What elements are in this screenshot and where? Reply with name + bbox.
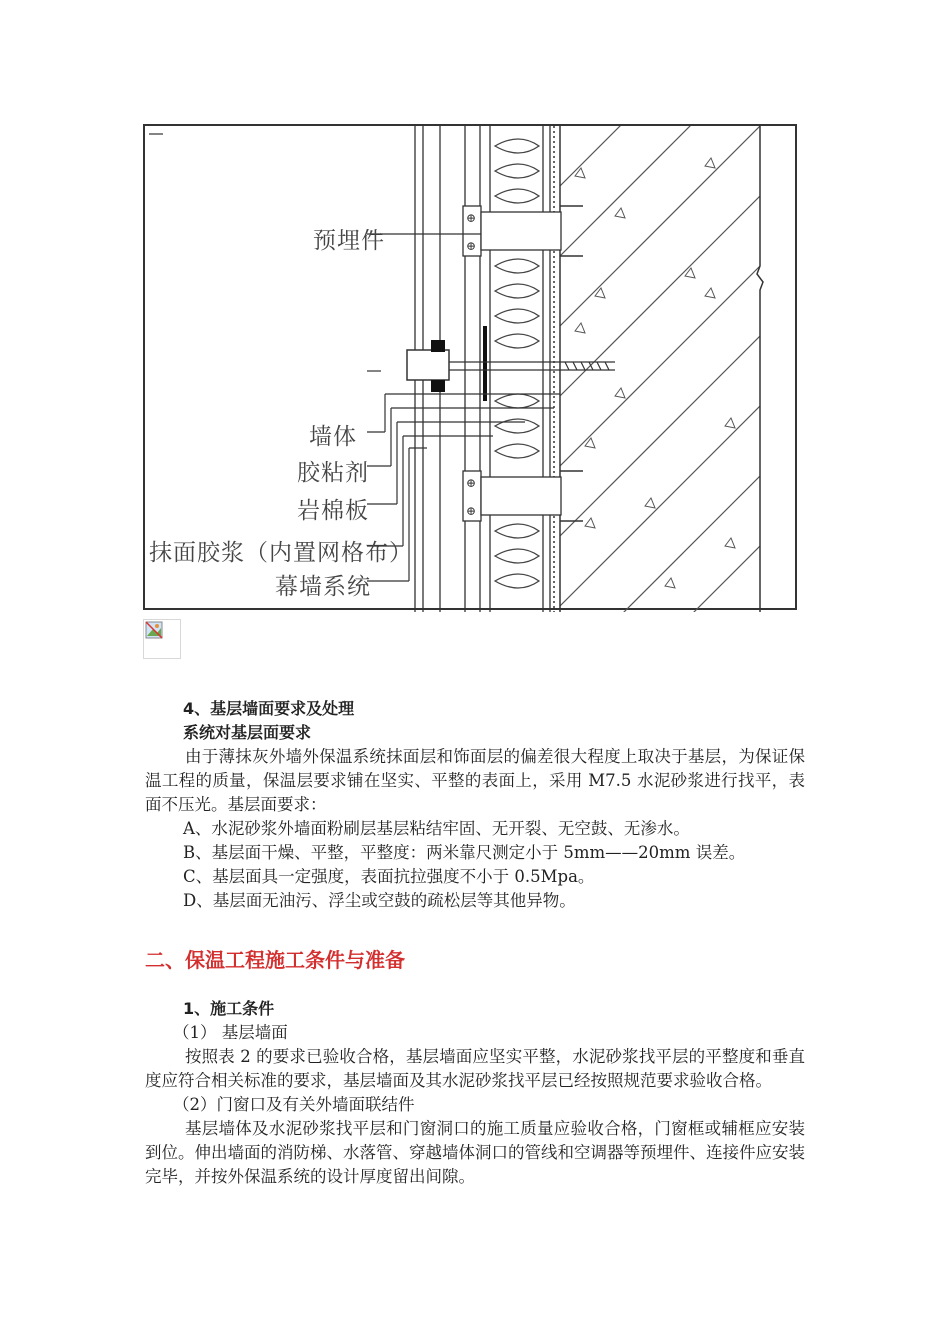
section-4-block [145,697,805,913]
section-4-heading: 4、基层墙面要求及处理 [183,699,355,718]
construction-conditions-heading: 1、施工条件 [183,999,275,1018]
section-2-block [145,997,805,1189]
label-embedded-part: 预埋件 [313,228,385,254]
svg-text:⊕: ⊕ [466,211,477,225]
requirement-d: D、基层面无油污、浮尘或空鼓的疏松层等其他异物。 [183,891,576,910]
section-4-subheading: 系统对基层面要求 [183,723,312,742]
door-window-text: 基层墙体及水泥砂浆找平层和门窗洞口的施工质量应验收合格，门窗框或辅框应安装到位。伸出墙面的消防梯、水落管、穿越墙体洞口的管线和空调器等预埋件、连接件应安装完毕，并按外保温系统的设计厚度留出间隙。 [145,1119,805,1186]
base-wall-title: （1） 基层墙面 [173,1023,288,1042]
label-plaster-mortar: 抹面胶浆（内置网格布） [149,540,413,566]
svg-text:⊕: ⊕ [466,476,477,490]
label-rock-wool: 岩棉板 [297,498,369,524]
label-adhesive: 胶粘剂 [297,460,369,486]
section-2-title: 二、保温工程施工条件与准备 [145,948,405,972]
requirement-a: A、水泥砂浆外墙面粉刷层基层粘结牢固、无开裂、无空鼓、无渗水。 [183,819,690,838]
svg-text:⊕: ⊕ [466,504,477,518]
wall-section-drawing [143,124,797,610]
broken-image-icon [143,619,181,659]
section-4-intro: 由于薄抹灰外墙外保温系统抹面层和饰面层的偏差很大程度上取决于基层，为保证保温工程的质量，保温层要求铺在坚实、平整的表面上，采用 M7.5 水泥砂浆进行找平，表面不压光。基层面要求： [145,747,805,814]
svg-text:⊕: ⊕ [466,239,477,253]
requirement-b: B、基层面干燥、平整，平整度：两米靠尺测定小于 5mm——20mm 误差。 [183,843,746,862]
label-curtain-wall: 幕墙系统 [275,574,371,600]
base-wall-text: 按照表 2 的要求已验收合格，基层墙面应坚实平整，水泥砂浆找平层的平整度和垂直度应符合相关标准的要求，基层墙面及其水泥砂浆找平层已经按照规范要求验收合格。 [145,1047,805,1090]
label-wall: 墙体 [309,424,357,450]
door-window-title: （2）门窗口及有关外墙面联结件 [173,1095,415,1114]
requirement-c: C、基层面具一定强度，表面抗拉强度不小于 0.5Mpa。 [183,867,595,886]
